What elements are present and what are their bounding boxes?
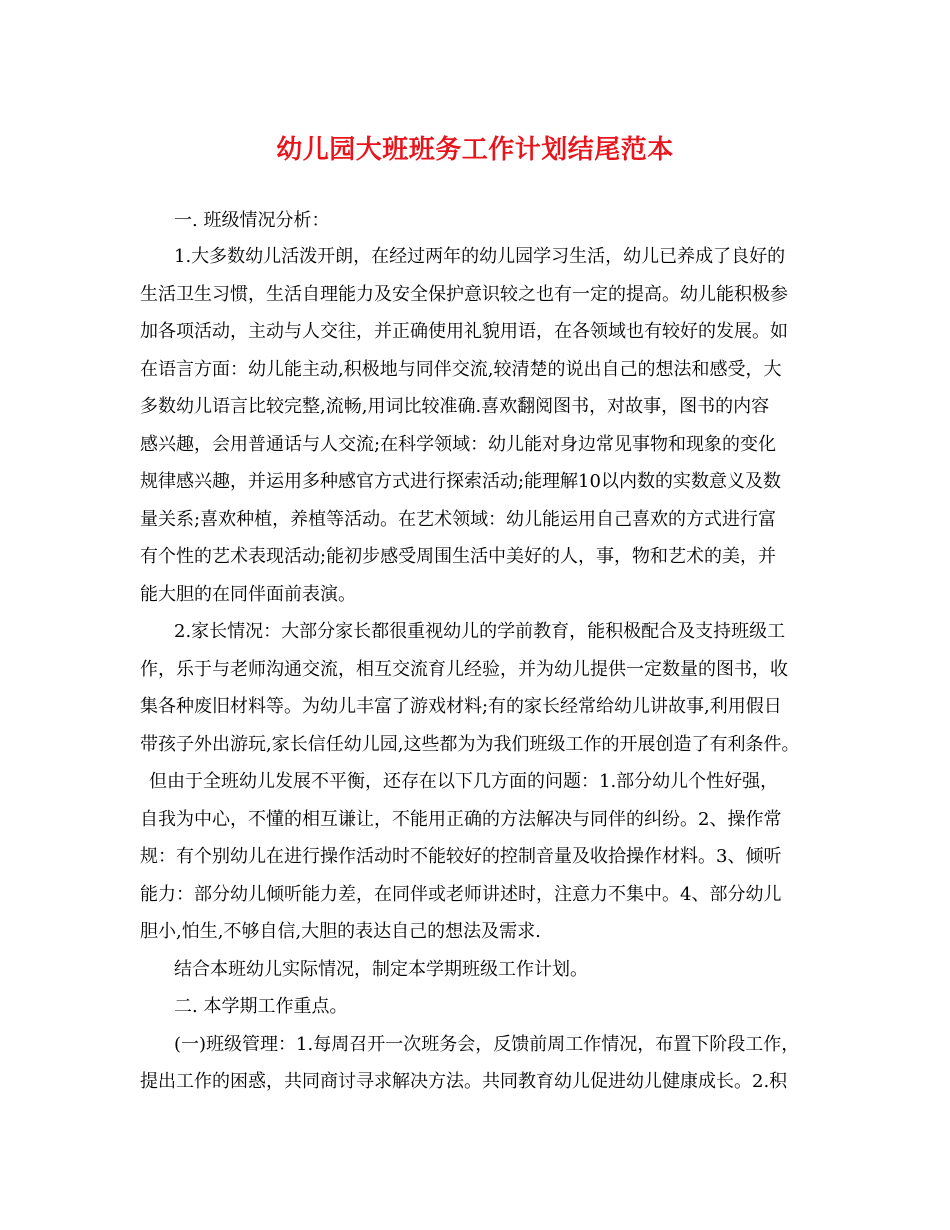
paragraph-line: (一)班级管理：1.每周召开一次班务会，反馈前周工作情况，布置下阶段工作， [174,1034,800,1055]
paragraph-line: 能大胆的在同伴面前表演。 [140,584,356,605]
paragraph-line: 带孩子外出游玩,家长信任幼儿园,这些都为为我们班级工作的开展创造了有利条件。 [140,734,800,755]
paragraph-line: 规律感兴趣，并运用多种感官方式进行探索活动;能理解10以内数的实数意义及数 [140,471,781,492]
paragraph-line: 能力：部分幼儿倾听能力差，在同伴或老师讲述时，注意力不集中。4、部分幼儿 [140,884,782,905]
paragraph-line: 生活卫生习惯，生活自理能力及安全保护意识较之也有一定的提高。幼儿能积极参 [140,284,788,305]
paragraph-line: 集各种废旧材料等。为幼儿丰富了游戏材料;有的家长经常给幼儿讲故事,利用假日 [140,696,782,717]
paragraph-line: 感兴趣，会用普通话与人交流;在科学领域：幼儿能对身边常见事物和现象的变化 [140,434,777,455]
paragraph-line: 规：有个别幼儿在进行操作活动时不能较好的控制音量及收拾操作材料。3、倾听 [140,846,782,867]
paragraph-line: 结合本班幼儿实际情况，制定本学期班级工作计划。 [174,959,588,980]
paragraph-line: 多数幼儿语言比较完整,流畅,用词比较准确.喜欢翻阅图书，对故事，图书的内容 [140,396,770,417]
paragraph-line: 有个性的艺术表现活动;能初步感受周围生活中美好的人，事，物和艺术的美，并 [140,546,777,567]
document-title: 幼儿园大班班务工作计划结尾范本 [276,135,674,165]
paragraph-line: 在语言方面：幼儿能主动,积极地与同伴交流,较清楚的说出自己的想法和感受，大 [140,359,782,380]
paragraph-line: 作，乐于与老师沟通交流，相互交流育儿经验，并为幼儿提供一定数量的图书，收 [140,659,788,680]
paragraph-line: 自我为中心，不懂的相互谦让，不能用正确的方法解决与同伴的纠纷。2、操作常 [140,809,782,830]
paragraph-line: 胆小,怕生,不够自信,大胆的表达自己的想法及需求. [140,921,541,942]
section-heading-class-analysis: 一. 班级情况分析： [174,210,330,231]
section-heading-semester-focus: 二. 本学期工作重点。 [174,996,348,1017]
paragraph-line: 量关系;喜欢种植，养植等活动。在艺术领域：幼儿能运用自己喜欢的方式进行富 [140,509,777,530]
paragraph-line: 1.大多数幼儿活泼开朗，在经过两年的幼儿园学习生活，幼儿已养成了良好的 [174,246,786,267]
paragraph-line: 但由于全班幼儿发展不平衡，还存在以下几方面的问题：1.部分幼儿个性好强， [149,771,779,792]
paragraph-line: 提出工作的困惑，共同商讨寻求解决方法。共同教育幼儿促进幼儿健康成长。2.积 [140,1071,788,1092]
paragraph-line: 2.家长情况：大部分家长都很重视幼儿的学前教育，能积极配合及支持班级工 [174,621,786,642]
paragraph-line: 加各项活动，主动与人交往，并正确使用礼貌用语，在各领域也有较好的发展。如 [140,321,788,342]
